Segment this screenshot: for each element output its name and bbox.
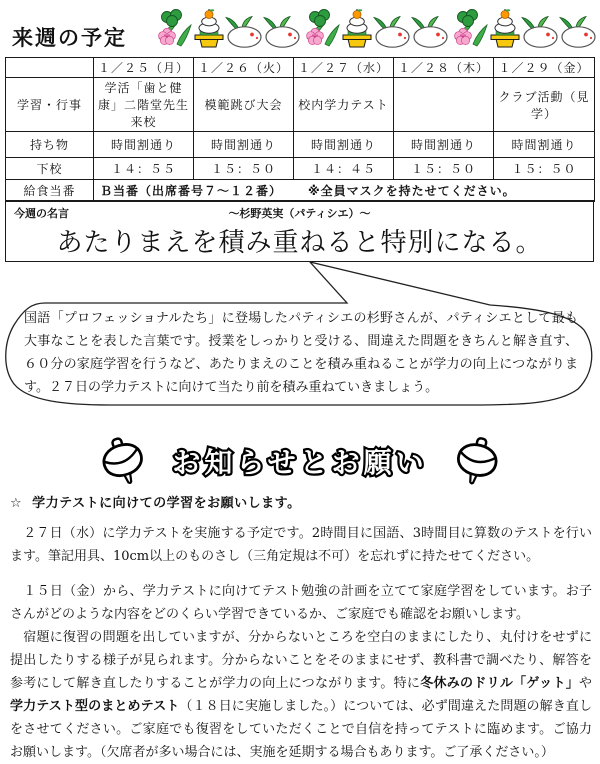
spinning-top-icon <box>94 430 153 492</box>
dismissal-time-cell: １４：５５ <box>94 158 194 180</box>
p3-text: 宿題に復習の問題を出していますが、分からないところを空白のままにしたり、丸付けをせずに提出したりする様子が見られます。分からないことをそのままにせず、教科書で調べたり、解答を参考にして解き直したりすることが学力の向上につながります。特に <box>10 630 592 691</box>
snow-rabbit-icon <box>520 16 560 48</box>
pine-plum-icon <box>304 8 342 48</box>
dismissal-time-cell: １５：５０ <box>394 158 494 180</box>
day-header: １／２８（木） <box>394 58 494 78</box>
table-row-days <box>6 58 595 78</box>
p3-bold-drill: 冬休みのドリル「ゲット」 <box>420 676 579 691</box>
event-cell: クラブ活動（見学） <box>494 78 595 132</box>
belongings-cell: 時間割通り <box>194 132 294 158</box>
day-header: １／２７（水） <box>294 58 394 78</box>
table-row-lunch-duty <box>6 180 595 202</box>
snow-rabbit-icon <box>262 16 302 48</box>
day-header: １／２６（火） <box>194 58 294 78</box>
belongings-cell: 時間割通り <box>94 132 194 158</box>
decoration-group <box>454 8 598 48</box>
snow-rabbit-icon <box>372 16 412 48</box>
weekly-schedule-table <box>5 57 595 202</box>
pine-plum-icon <box>156 8 194 48</box>
announcements-heading: お知らせとお願い <box>172 446 428 479</box>
belongings-cell: 時間割通り <box>394 132 494 158</box>
paragraph-homework-review <box>10 626 592 764</box>
kagami-mochi-icon <box>340 8 374 48</box>
quote-attribution: ～杉野英実（パティシエ）～ <box>228 207 371 220</box>
row-label: 学習・行事 <box>6 78 94 132</box>
dismissal-time-cell: １４：４５ <box>294 158 394 180</box>
section-title: 学力テストに向けての学習をお願いします。 <box>32 496 301 511</box>
event-cell: 学活「歯と健康」二階堂先生来校 <box>94 78 194 132</box>
p3-text: や <box>579 676 593 691</box>
announcements-section <box>10 492 592 764</box>
quote-explanation-text: 国語「プロフェッショナルたち」に登場したパティシエの杉野さんが、パティシエとして最も大事なことを表した言葉です。授業をしっかりと受ける、間違えた問題をきちんと解き直す、６０分の家庭学習を行うなど、あたりまえのことを積み重ねることが学力の向上につながります。２７日の学力テストに向けて当たり前を積み重ねていきましょう。 <box>24 311 578 395</box>
section-title-row <box>10 492 592 515</box>
corner-cell <box>6 58 94 78</box>
belongings-cell: 時間割通り <box>294 132 394 158</box>
new-year-decoration-strip <box>154 8 598 48</box>
quote-box-label: 今週の名言 <box>14 207 69 220</box>
quote-text: あたりまえを積み重ねると特別になる。 <box>56 228 543 258</box>
table-row-events <box>6 78 595 132</box>
snow-rabbit-icon <box>558 16 598 48</box>
paragraph-test-notice: ２７日（水）に学力テストを実施する予定です。2時間目に国語、3時間目に算数のテストを行います。筆記用具、10cm以上のものさし（三角定規は不可）を忘れずに持たせてください。 <box>10 526 592 564</box>
mask-note: ※全員マスクを持たせてください。 <box>308 184 516 198</box>
spinning-top-icon <box>448 431 505 491</box>
event-cell <box>394 78 494 132</box>
kagami-mochi-icon <box>488 8 522 48</box>
snow-rabbit-icon <box>224 16 264 48</box>
lunch-duty-cell <box>94 180 595 202</box>
event-cell: 校内学力テスト <box>294 78 394 132</box>
paragraph-home-study: １５日（金）から、学力テストに向けてテスト勉強の計画を立てて家庭学習をしています。お子さんがどのような内容をどのくらい学習できているか、ご家庭でも確認をお願いします。 <box>10 584 592 622</box>
kagami-mochi-icon <box>192 8 226 48</box>
announcements-heading-row <box>0 436 600 486</box>
star-bullet-icon: ☆ <box>10 496 23 511</box>
dismissal-time-cell: １５：５０ <box>494 158 595 180</box>
day-header: １／２９（金） <box>494 58 595 78</box>
table-row-dismissal <box>6 158 595 180</box>
row-label: 給食当番 <box>6 180 94 202</box>
quote-of-the-week-box <box>5 200 594 262</box>
pine-plum-icon <box>452 8 490 48</box>
day-header: １／２５（月） <box>94 58 194 78</box>
p3-bold-test: 学力テスト型のまとめテスト <box>10 699 180 714</box>
lunch-duty-value: Ｂ当番（出席番号７～１２番） <box>100 184 283 198</box>
table-row-belongings <box>6 132 595 158</box>
row-label: 下校 <box>6 158 94 180</box>
dismissal-time-cell: １５：５０ <box>194 158 294 180</box>
event-cell: 模範跳び大会 <box>194 78 294 132</box>
row-label: 持ち物 <box>6 132 94 158</box>
snow-rabbit-icon <box>410 16 450 48</box>
decoration-group <box>306 8 450 48</box>
belongings-cell: 時間割通り <box>494 132 595 158</box>
decoration-group <box>158 8 302 48</box>
page-title: 来週の予定 <box>12 26 127 50</box>
p3-text: （１８日に実施しました。）については、必ず間違えた問題の解き直しをさせてください。ご家庭でも復習をしていただくことで自信を持ってテストに臨めます。ご協力お願いします。（欠席者が多い場合には、実施を延期する場合もあります。ご了承ください。） <box>10 699 592 760</box>
